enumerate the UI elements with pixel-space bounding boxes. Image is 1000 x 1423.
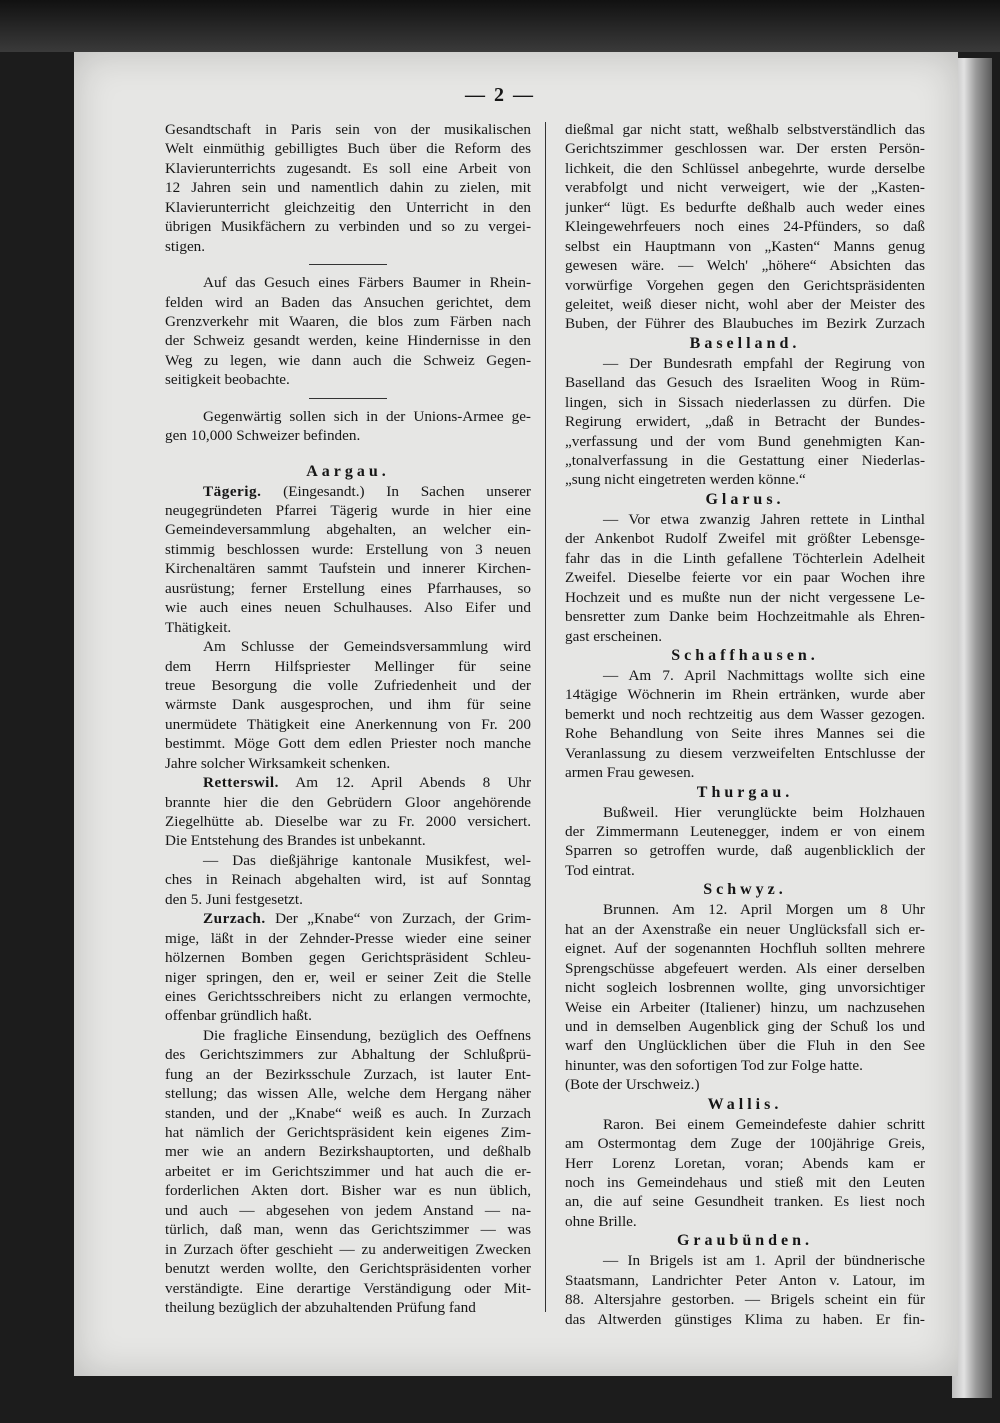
text-line: bemerkt und noch rechtzeitig aus dem Wasser gezogen. <box>565 705 925 723</box>
text-line: arbeitet er im Gerichtszimmer und hat auch die er- <box>165 1162 531 1180</box>
text-line: und auch — abgesehen von jedem Anstand — na- <box>165 1201 531 1219</box>
text-line: das Altwerden günstiges Klima zu haben. Er fin- <box>565 1310 925 1328</box>
text-line: und in demselben Augenblick ging der Schuß los und <box>565 1017 925 1035</box>
text-line: der Schweiz gesandt werden, keine Hindernisse in den <box>165 332 531 350</box>
text-line: — In Brigels ist am 1. April der bündnerische <box>603 1252 925 1270</box>
article-paragraph <box>165 851 531 909</box>
spacer <box>165 446 531 462</box>
text-line: Zweifel. Dieselbe feierte vor ein paar Wochen ihre <box>565 569 925 587</box>
text-line: offenbar gründlich haßt. <box>165 1007 312 1025</box>
line-text: Der „Knabe“ von Zurzach, der Grim- <box>265 910 531 928</box>
text-line: Veranlassung zu diesem verzweifelten Entschlusse der <box>565 744 925 762</box>
text-line: Gesandtschaft in Paris sein von der musikalischen <box>165 121 531 138</box>
article-paragraph <box>165 120 531 256</box>
text-line: verabfolgt und nicht verweigert, wie der „Kasten- <box>565 179 925 197</box>
text-line: hölzernen Bomben gegen Gerichtspräsident Schleu- <box>165 949 531 967</box>
right-column <box>565 120 925 1329</box>
text-line: stellung; das wissen Alle, welche dem Hergang näher <box>165 1085 531 1103</box>
text-line <box>165 482 531 501</box>
article-paragraph <box>165 773 531 851</box>
text-line: Brunnen. Am 12. April Morgen um 8 Uhr <box>603 901 925 919</box>
text-line: mer wie an andern Bezirkshauptorten, und deßhalb <box>165 1143 531 1161</box>
text-line: ohne Brille. <box>565 1212 637 1230</box>
text-line: Sparren so getroffen wurde, daß augenblicklich der <box>565 842 925 860</box>
text-line: dießmal gar nicht statt, weßhalb selbstverständlich das <box>565 121 925 138</box>
text-line: 12 Jahren sein und namentlich dahin zu zielen, mit <box>165 179 531 197</box>
section-heading: Graubünden. <box>676 1232 814 1250</box>
text-line: verständigte. Eine derartige Verständigung oder Mit- <box>165 1279 531 1297</box>
text-line: ches in Reinach abgehalten wird, ist auf Sonntag <box>165 871 531 889</box>
left-column <box>165 120 531 1317</box>
text-line <box>165 909 531 928</box>
text-line: — Am 7. April Nachmittags wollte sich eine <box>603 666 925 684</box>
text-line: lichkeit, die den Schlüssel anbegehrte, wurde derselbe <box>565 159 925 177</box>
article-paragraph <box>165 407 531 446</box>
text-line: hat an der Axenstraße ein neuer Unglücksfall sich er- <box>565 920 925 938</box>
text-line: wärmste Dank ausgesprochen, und ihm für seine <box>165 696 531 714</box>
text-line: Jahre solcher Wirksamkeit schenken. <box>165 754 391 772</box>
text-line: Klavierunterricht gleichzeitig den Unterricht in den <box>165 198 531 216</box>
text-line: Kirchenaltären sammt Taufstein und innerer Kirchen- <box>165 560 531 578</box>
text-line: den 5. Juni festgesetzt. <box>165 890 303 908</box>
text-line: felden wird an Baden das Ansuchen gerichtet, dem <box>165 293 531 311</box>
section-divider <box>165 390 531 407</box>
article-paragraph <box>565 1115 925 1232</box>
article-lead-word: Retterswil. <box>203 774 279 792</box>
text-line: junker“ lügt. Es bedurfte deßhalb auch weder eines <box>565 198 925 216</box>
text-line: der Zimmermann Leutenegger, indem er von einem <box>565 823 925 840</box>
text-line: Staatsmann, Landrichter Peter Anton v. Latour, im <box>565 1271 925 1289</box>
text-line: in Zurzach öfter geschieht — zu anderweitigen Zwecken <box>165 1240 531 1258</box>
article-paragraph <box>565 900 925 1075</box>
article-paragraph <box>565 120 925 334</box>
text-line: Auf das Gesuch eines Färbers Baumer in Rhein- <box>203 274 531 292</box>
text-line: gewesen wäre. — Welch' „höhere“ Absichten das <box>565 257 925 275</box>
text-line: „sung nicht eingetreten werden könne.“ <box>565 471 806 489</box>
text-line: neugegründeten Pfarrei Tägerig wurde in hier eine <box>165 502 531 519</box>
text-line: übrigen Musikfächern zu verbinden und so zu vergei- <box>165 218 531 236</box>
text-line: Gerichtszimmer geschlossen war. Der ersten Persön- <box>565 140 925 158</box>
text-line: wie auch eines neuen Schulhauses. Also Eifer und <box>165 599 531 617</box>
text-line: — Der Bundesrath empfahl der Regirung von <box>603 354 925 372</box>
text-line: des Gerichtszimmers zur Abhaltung der Schlußprü- <box>165 1046 531 1064</box>
article-paragraph <box>165 273 531 390</box>
section-divider <box>165 256 531 273</box>
text-line: stigen. <box>165 237 206 255</box>
article-lead-word: Tägerig. <box>203 482 262 500</box>
article-paragraph <box>165 1026 531 1318</box>
article-paragraph <box>565 1251 925 1329</box>
text-line: Baselland das Gesuch des Israeliten Woog in Rüm- <box>565 374 925 392</box>
next-page-edge <box>952 58 992 1398</box>
text-line: Buben, der Führer des Blaubuches im Bezirk Zurzach <box>565 315 925 333</box>
text-line: theilung bezüglich der abzuhaltenden Prüfung fand <box>165 1298 476 1316</box>
text-line: der Ankenbot Rudolf Zweifel mit größter Lebensge- <box>565 530 925 548</box>
text-line: brannte hier die den Gebrüdern Gloor angehörende <box>165 793 531 811</box>
text-line: Tod eintrat. <box>565 861 635 879</box>
article-paragraph <box>165 637 531 773</box>
section-heading: Glarus. <box>705 490 785 508</box>
text-line: benutzt werden wollte, den Gerichtspräsidenten vorher <box>165 1260 531 1278</box>
text-line: Raron. Bei einem Gemeindefeste dahier schritt <box>603 1115 925 1133</box>
line-text: (Eingesandt.) In Sachen unserer <box>261 482 531 500</box>
text-line: Weg zu legen, wie dann auch die Schweiz Gegen- <box>165 351 531 369</box>
text-line: treue Besorgung die volle Zufriedenheit und der <box>165 676 531 694</box>
text-line: eines Gerichtsschreibers nicht zu erlangen vermochte, <box>165 987 531 1005</box>
column-divider <box>545 122 546 1312</box>
text-line: hinunter, was den sofortigen Tod zur Folge hatte. <box>565 1056 863 1074</box>
text-line: an, die auf seine Gesundheit tranken. Es liest noch <box>565 1193 925 1211</box>
section-heading: Schaffhausen. <box>671 646 819 664</box>
text-line: stimmig beschlossen wurde: Erstellung von 3 neuen <box>165 540 531 558</box>
text-line: noch ins Gemeindehaus und stieß mit den Leuten <box>565 1174 925 1191</box>
text-line: Herr Lorenz Loretan, voran; Abends kam er <box>565 1154 925 1172</box>
text-line: gast erscheinen. <box>565 627 662 645</box>
text-line: 88. Altersjahre gestorben. — Brigels scheint ein für <box>565 1291 925 1309</box>
text-line: Thätigkeit. <box>165 618 232 636</box>
text-line: „tonalverfassung in die Gestattung einer Niederlas- <box>565 452 925 469</box>
text-line: Sprengschüsse abgefeuert werden. Als einer derselben <box>565 959 925 977</box>
section-heading: Baselland. <box>689 334 801 352</box>
text-line: gen 10,000 Schweizer befinden. <box>165 427 361 445</box>
section-heading: Thurgau. <box>696 783 794 801</box>
section-heading: Schwyz. <box>703 881 787 899</box>
text-line: Welt einmüthig gebilligtes Buch über die Reform des <box>165 140 531 158</box>
text-line: warf den Unglücklichen über die Fluh in den See <box>565 1037 925 1055</box>
text-line: bensretter zum Danke beim Hochzeitmahle als Ehren- <box>565 608 925 626</box>
text-line: fung an der Bezirksschule Zurzach, ist lauter Ent- <box>165 1065 531 1083</box>
section-heading: Aargau. <box>306 462 390 480</box>
text-line: geleitet, weiß dieser nicht, wohl aber der Meister des <box>565 295 925 313</box>
article-paragraph <box>565 666 925 783</box>
text-line: 14tägige Wöchnerin im Rhein ertränken, wurde aber <box>565 686 925 704</box>
text-line: Klavierunterrichts zugesandt. Es soll eine Arbeit von <box>165 159 531 177</box>
text-line: „verfassung und der vom Bund genehmigten Kan- <box>565 432 925 450</box>
text-line: Regirung erwidert, „daß in Betracht der Bundes- <box>565 413 925 431</box>
text-line: Gemeindeversammlung abgehalten, an welcher ein- <box>165 521 531 539</box>
text-line: bestimmt. Möge Gott dem edlen Priester noch manche <box>165 735 531 753</box>
text-line: türlich, daß man, wenn das Gerichtszimmer — was <box>165 1221 531 1239</box>
source-credit: (Bote der Urschweiz.) <box>565 1076 700 1094</box>
text-line: Grenzverkehr mit Waaren, die blos zum Färben nach <box>165 312 531 330</box>
text-line: forderlichen Akten dort. Bisher war es nun üblich, <box>165 1182 531 1200</box>
line-text: Am 12. April Abends 8 Uhr <box>278 774 531 792</box>
section-heading: Wallis. <box>707 1095 783 1113</box>
article-paragraph <box>565 510 925 646</box>
text-line: Ziegelhütte ab. Dieselbe war zu Fr. 2000 versichert. <box>165 813 531 830</box>
text-line: Die Entstehung des Brandes ist unbekannt. <box>165 832 426 850</box>
text-line: vorwürfige Vorgehen gegen den Gerichtspräsidenten <box>565 276 925 294</box>
text-line: Bußweil. Hier verunglückte beim Holzhauen <box>603 803 925 821</box>
text-line: standen, und der „Knabe“ weiß es auch. In Zurzach <box>165 1104 531 1122</box>
text-line: Rohe Behandlung von Seite ihres Mannes sei die <box>565 725 925 743</box>
page-number: — 2 — <box>465 84 535 106</box>
text-line: Die fragliche Einsendung, bezüglich des Oeffnens <box>203 1026 531 1044</box>
article-lead-word: Zurzach. <box>203 910 266 928</box>
text-line: armen Frau gewesen. <box>565 764 695 782</box>
text-line: hat nämlich der Gerichtspräsident kein eigenes Zim- <box>165 1124 531 1141</box>
text-line: am Ostermontag dem Zuge der 100jährige Greis, <box>565 1135 925 1153</box>
text-line: dem Herrn Hilfspriester Mellinger für seine <box>165 657 531 675</box>
text-line: Weise ein Arbeiter (Italiener) hinzu, um nachzusehen <box>565 998 925 1016</box>
scan-background-top <box>0 0 1000 52</box>
text-line: Am Schlusse der Gemeindsversammlung wird <box>203 638 531 656</box>
text-line: Kleingewehrfeuers noch eines 24-Pfünders, so daß <box>565 218 925 236</box>
text-line: mige, läßt in der Zehnder-Presse wieder eine seiner <box>165 929 531 947</box>
text-line: ausrüstung; ferner Erstellung eines Pfarrhauses, so <box>165 579 531 597</box>
text-line: fahr das in die Linth gefallene Töchterlein Adelheit <box>565 549 925 567</box>
text-line: Gegenwärtig sollen sich in der Unions-Armee ge- <box>203 407 531 425</box>
text-line: Hochzeit und es mußte nun der nicht vergessene Le- <box>565 588 925 606</box>
text-line: — Vor etwa zwanzig Jahren rettete in Linthal <box>603 510 925 528</box>
article-paragraph <box>165 909 531 1026</box>
text-line: eignet. Auf der sogenannten Hochfluh sollten mehrere <box>565 940 925 958</box>
text-line: — Das dießjährige kantonale Musikfest, wel- <box>203 851 531 869</box>
text-line: niger springen, den er, weil er seiner Zeit die Stelle <box>165 968 531 986</box>
text-line: nicht sogleich losbrennen wollte, ging unvorsichtiger <box>565 979 925 997</box>
article-paragraph <box>565 803 925 881</box>
text-line: seitigkeit beobachte. <box>165 371 290 389</box>
text-line: selbst ein Hauptmann von „Kasten“ Manns genug <box>565 237 925 255</box>
text-line <box>165 773 531 792</box>
text-line: lingen, sich in Sissach niederlassen zu dürfen. Die <box>565 393 925 411</box>
text-line: unermüdete Thätigkeit eine Anerkennung von Fr. 200 <box>165 715 531 733</box>
article-paragraph <box>565 354 925 490</box>
article-paragraph <box>165 482 531 638</box>
